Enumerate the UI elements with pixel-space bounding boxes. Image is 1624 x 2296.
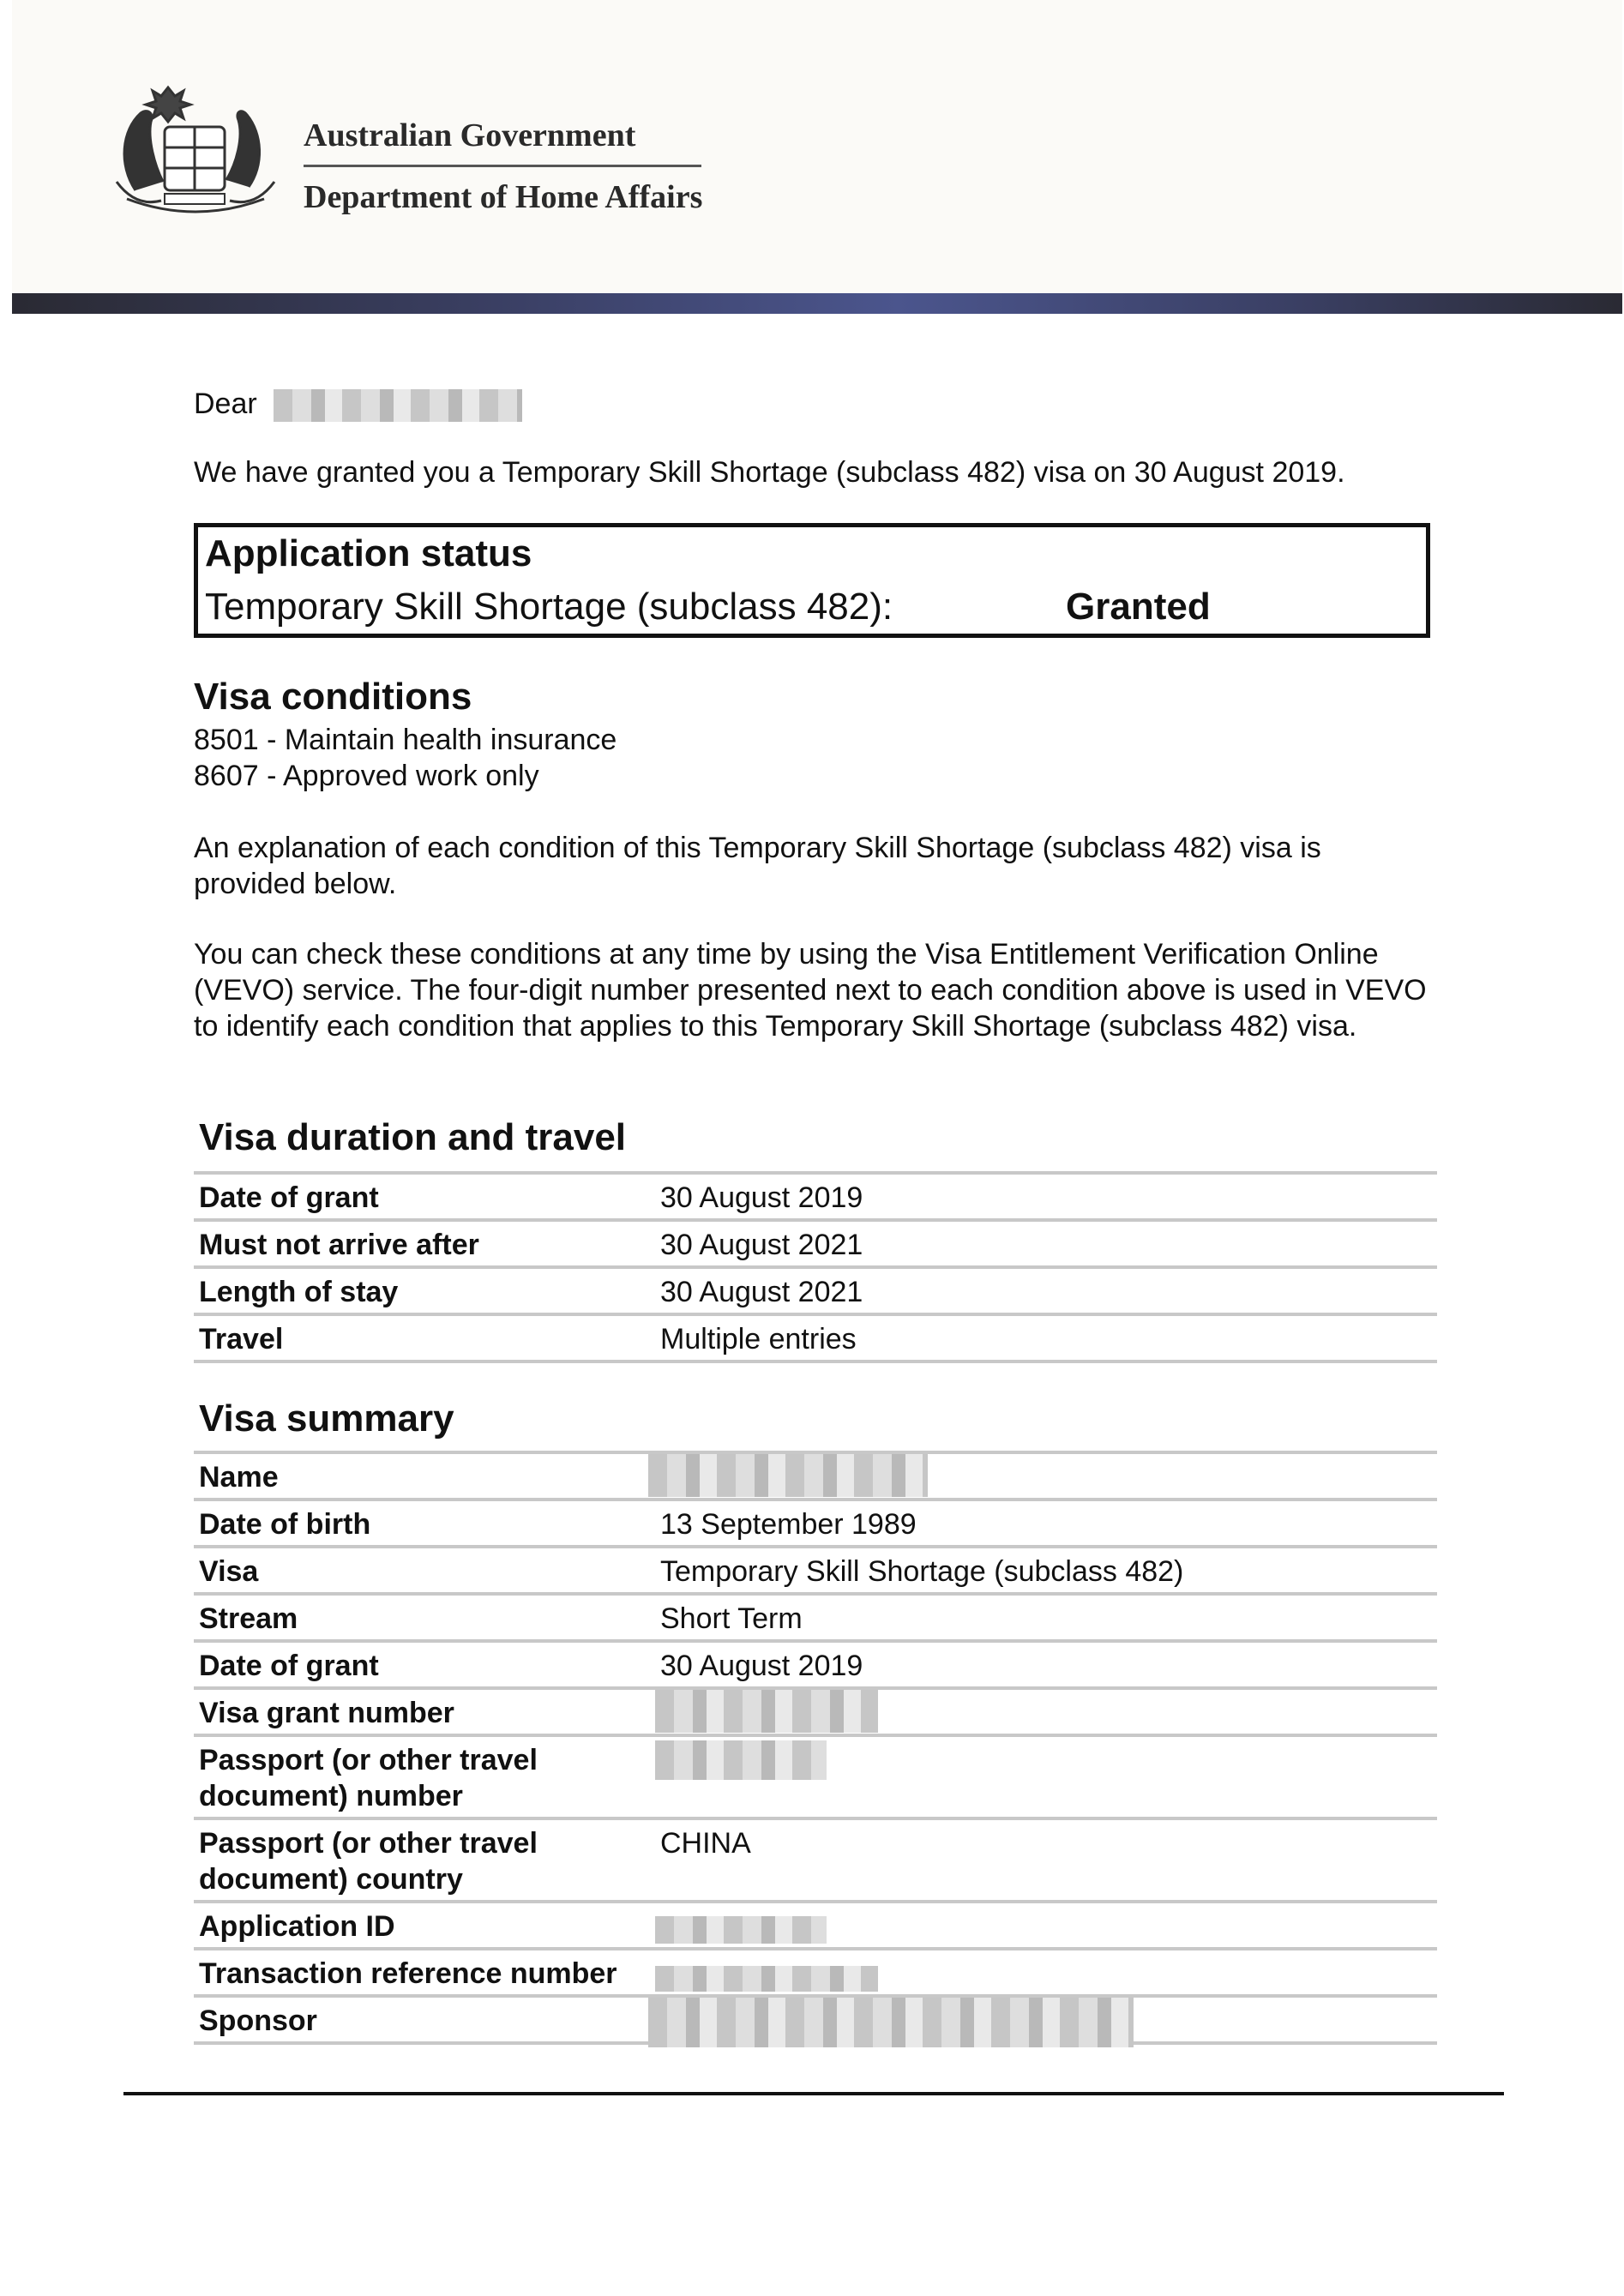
table-row [194, 1592, 1437, 1639]
redacted-sponsor [648, 1998, 1134, 2047]
row-value [648, 1454, 928, 1497]
table-row [194, 1734, 1437, 1817]
redacted-passport-number [655, 1740, 827, 1780]
row-label: Application ID [199, 1910, 395, 1943]
row-label: Stream [199, 1602, 298, 1635]
row-label: Passport (or other travel document) number [199, 1744, 538, 1812]
row-value: Short Term [660, 1602, 803, 1635]
status-value: Granted [1066, 586, 1211, 628]
row-label: Passport (or other travel document) country [199, 1827, 538, 1896]
grant-intro: We have granted you a Temporary Skill Shortage (subclass 482) visa on 30 August 2019. [194, 456, 1345, 489]
letterhead-divider [304, 165, 701, 167]
row-label: Date of grant [199, 1650, 379, 1682]
row-value: 30 August 2019 [660, 1650, 863, 1682]
table-row [194, 1451, 1437, 1498]
department-name: Department of Home Affairs [304, 179, 703, 215]
table-row [194, 1639, 1437, 1686]
redacted-recipient-name [274, 389, 522, 422]
table-row [194, 1947, 1437, 1994]
row-value: 30 August 2021 [660, 1276, 863, 1308]
status-title: Application status [205, 532, 532, 574]
visa-duration-heading: Visa duration and travel [199, 1116, 627, 1158]
table-row [194, 1817, 1437, 1900]
table-row [194, 1171, 1437, 1218]
row-label: Travel [199, 1323, 284, 1355]
table-row [194, 1994, 1437, 2045]
row-value [655, 1740, 827, 1780]
redacted-visa-grant-number [655, 1690, 878, 1733]
row-value [655, 1690, 878, 1733]
row-value: 30 August 2019 [660, 1181, 863, 1214]
letterhead-stripe [12, 293, 1622, 314]
row-label: Name [199, 1461, 279, 1494]
row-value [655, 1910, 827, 1946]
visa-summary-heading: Visa summary [199, 1397, 454, 1440]
vevo-note: You can check these conditions at any time by using the Visa Entitlement Verification Online (VEVO) service. The four-digit number presented next to each condition above is used in VEVO to identify each condition that applies to this Temporary Skill Shortage (subclass 482) visa. [194, 938, 1427, 1043]
row-label: Must not arrive after [199, 1229, 479, 1261]
row-value: CHINA [660, 1827, 751, 1860]
redacted-transaction-reference [655, 1966, 878, 1992]
redacted-application-id [655, 1916, 827, 1944]
row-value [655, 1959, 878, 1995]
visa-summary-table [194, 1451, 1437, 2045]
salutation [194, 386, 522, 422]
row-label: Sponsor [199, 2004, 317, 2037]
table-row [194, 1498, 1437, 1545]
row-value [648, 1998, 1134, 2047]
row-label: Date of birth [199, 1508, 371, 1541]
table-row [194, 1900, 1437, 1947]
row-value: Multiple entries [660, 1323, 857, 1355]
row-value: 30 August 2021 [660, 1229, 863, 1261]
coat-of-arms-icon [101, 79, 290, 216]
row-label: Length of stay [199, 1276, 399, 1308]
visa-duration-table [194, 1171, 1437, 1363]
table-row [194, 1265, 1437, 1313]
row-value: 13 September 1989 [660, 1508, 917, 1541]
row-value: Temporary Skill Shortage (subclass 482) [660, 1555, 1184, 1588]
salutation-text: Dear [194, 388, 257, 420]
government-name: Australian Government [304, 117, 636, 153]
visa-conditions-heading: Visa conditions [194, 676, 472, 718]
condition-item: 8501 - Maintain health insurance [194, 724, 617, 756]
table-row [194, 1218, 1437, 1265]
row-label: Visa grant number [199, 1697, 454, 1729]
table-row [194, 1313, 1437, 1363]
table-row [194, 1545, 1437, 1592]
row-label: Transaction reference number [199, 1957, 617, 1990]
application-status-box [194, 523, 1430, 638]
condition-item: 8607 - Approved work only [194, 760, 539, 792]
conditions-explanation: An explanation of each condition of this Temporary Skill Shortage (subclass 482) visa is provided below. [194, 832, 1321, 900]
table-row [194, 1686, 1437, 1734]
status-label: Temporary Skill Shortage (subclass 482): [205, 586, 893, 628]
footer-divider [123, 2092, 1504, 2095]
row-label: Visa [199, 1555, 259, 1588]
redacted-name [648, 1454, 928, 1497]
row-label: Date of grant [199, 1181, 379, 1214]
